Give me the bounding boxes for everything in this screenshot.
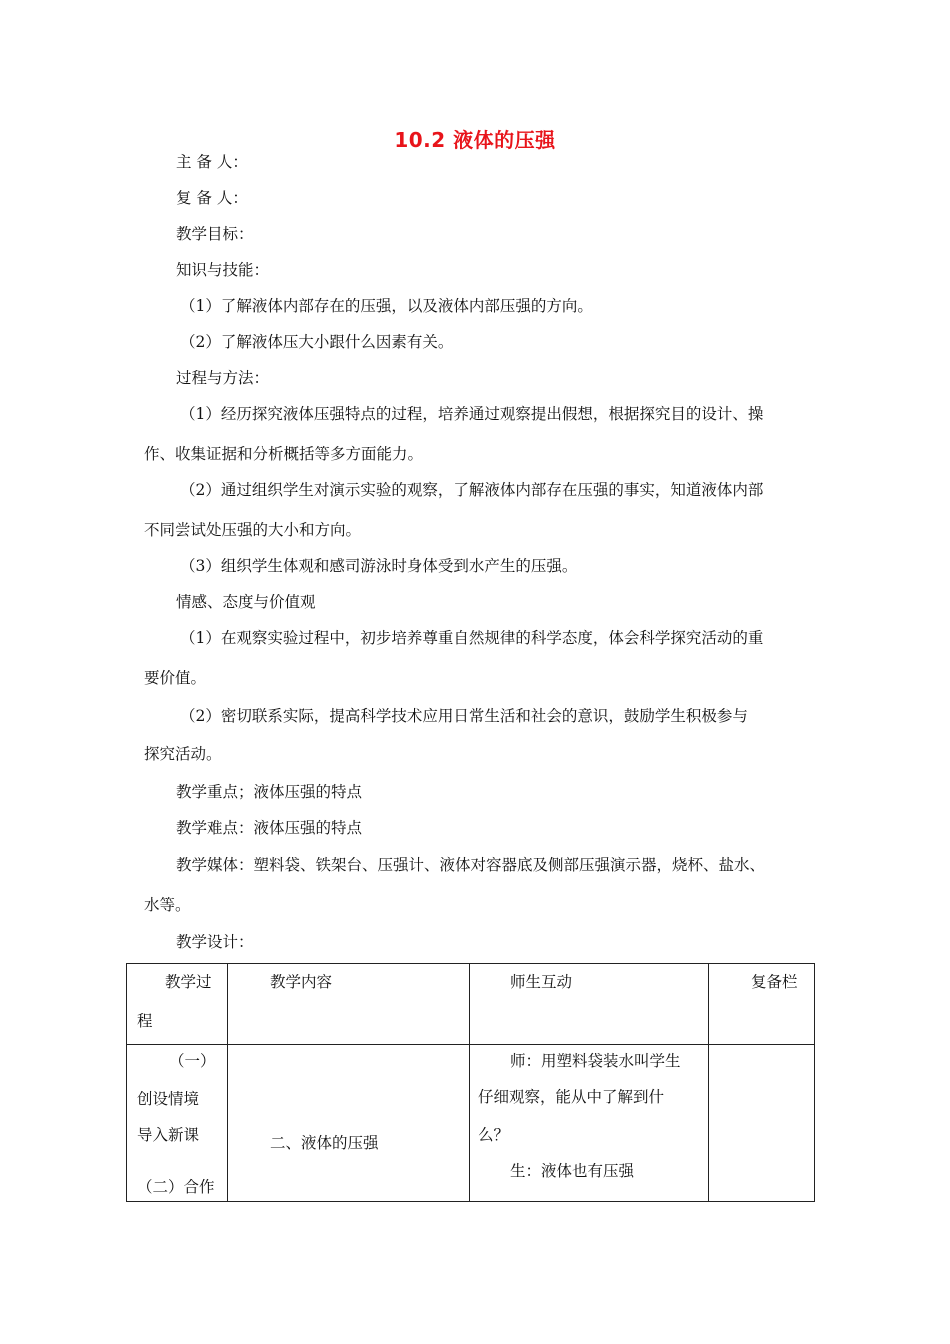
- header-process-line-1: 教学过: [165, 973, 212, 991]
- row1-interaction-line-3: 么？: [478, 1126, 510, 1144]
- teaching-design-heading: 教学设计：: [176, 933, 254, 951]
- process-methods-heading: 过程与方法：: [176, 369, 270, 387]
- row1-interaction-line-2: 仔细观察，能从中了解到什: [478, 1088, 665, 1106]
- emotion-values-heading: 情感、态度与价值观: [176, 593, 316, 611]
- process-item-1-line-1: （1）经历探究液体压强特点的过程，培养通过观察提出假想，根据探究目的设计、操: [180, 405, 764, 423]
- reviewer-label: 复 备 人：: [176, 189, 248, 207]
- header-content-label: 教学内容: [270, 973, 333, 991]
- row1-content-cell: [228, 1045, 470, 1202]
- header-content-cell: [228, 964, 470, 1045]
- row1-interaction-cell: [470, 1045, 709, 1202]
- row1-process-line-3: 导入新课: [137, 1126, 200, 1144]
- header-interaction-cell: [470, 964, 709, 1045]
- document-title: 10.2 液体的压强: [394, 128, 556, 152]
- teaching-goals-heading: 教学目标：: [176, 225, 254, 243]
- chief-preparer-label: 主 备 人：: [176, 153, 248, 171]
- row1-process-line-2: 创设情境: [137, 1090, 200, 1108]
- row1-interaction-line-1: 师：用塑料袋装水叫学生: [510, 1052, 681, 1070]
- row1-process-line-1: （一）: [169, 1052, 216, 1070]
- emotion-item-2-line-1: （2）密切联系实际，提高科学技术应用日常生活和社会的意识，鼓励学生积极参与: [180, 707, 748, 725]
- table-row: [127, 1045, 815, 1202]
- header-process-line-2: 程: [137, 1012, 153, 1030]
- knowledge-skills-heading: 知识与技能：: [176, 261, 270, 279]
- lesson-plan-table: [126, 963, 815, 1202]
- teaching-key-point: 教学重点；液体压强的特点: [176, 783, 363, 801]
- teaching-media-line-2: 水等。: [144, 896, 191, 914]
- process-item-1-line-2: 作、收集证据和分析概括等多方面能力。: [144, 445, 424, 463]
- header-review-label: 复备栏: [751, 973, 798, 991]
- emotion-item-2-line-2: 探究活动。: [144, 745, 222, 763]
- header-process-cell: [127, 964, 228, 1045]
- process-item-3: （3）组织学生体观和感司游泳时身体受到水产生的压强。: [180, 557, 578, 575]
- process-item-2-line-2: 不同尝试处压强的大小和方向。: [144, 521, 362, 539]
- knowledge-item-1: （1）了解液体内部存在的压强，以及液体内部压强的方向。: [180, 297, 593, 315]
- emotion-item-1-line-1: （1）在观察实验过程中，初步培养尊重自然规律的科学态度，体会科学探究活动的重: [180, 629, 764, 647]
- teaching-difficulty: 教学难点：液体压强的特点: [176, 819, 363, 837]
- table-header-row: [127, 964, 815, 1045]
- header-review-cell: [709, 964, 815, 1045]
- row1-process-cell: [127, 1045, 228, 1202]
- process-item-2-line-1: （2）通过组织学生对演示实验的观察，了解液体内部存在压强的事实，知道液体内部: [180, 481, 764, 499]
- knowledge-item-2: （2）了解液体压大小跟什么因素有关。: [180, 333, 454, 351]
- row1-review-cell: [709, 1045, 815, 1202]
- emotion-item-1-line-2: 要价值。: [144, 669, 207, 687]
- teaching-media-line-1: 教学媒体：塑料袋、铁架台、压强计、液体对容器底及侧部压强演示器，烧杯、盐水、: [176, 856, 766, 874]
- header-interaction-label: 师生互动: [510, 973, 573, 991]
- row1-process-line-4: （二）合作: [137, 1178, 215, 1196]
- row1-interaction-line-4: 生：液体也有压强: [510, 1162, 635, 1180]
- row1-content-text: 二、液体的压强: [270, 1134, 379, 1152]
